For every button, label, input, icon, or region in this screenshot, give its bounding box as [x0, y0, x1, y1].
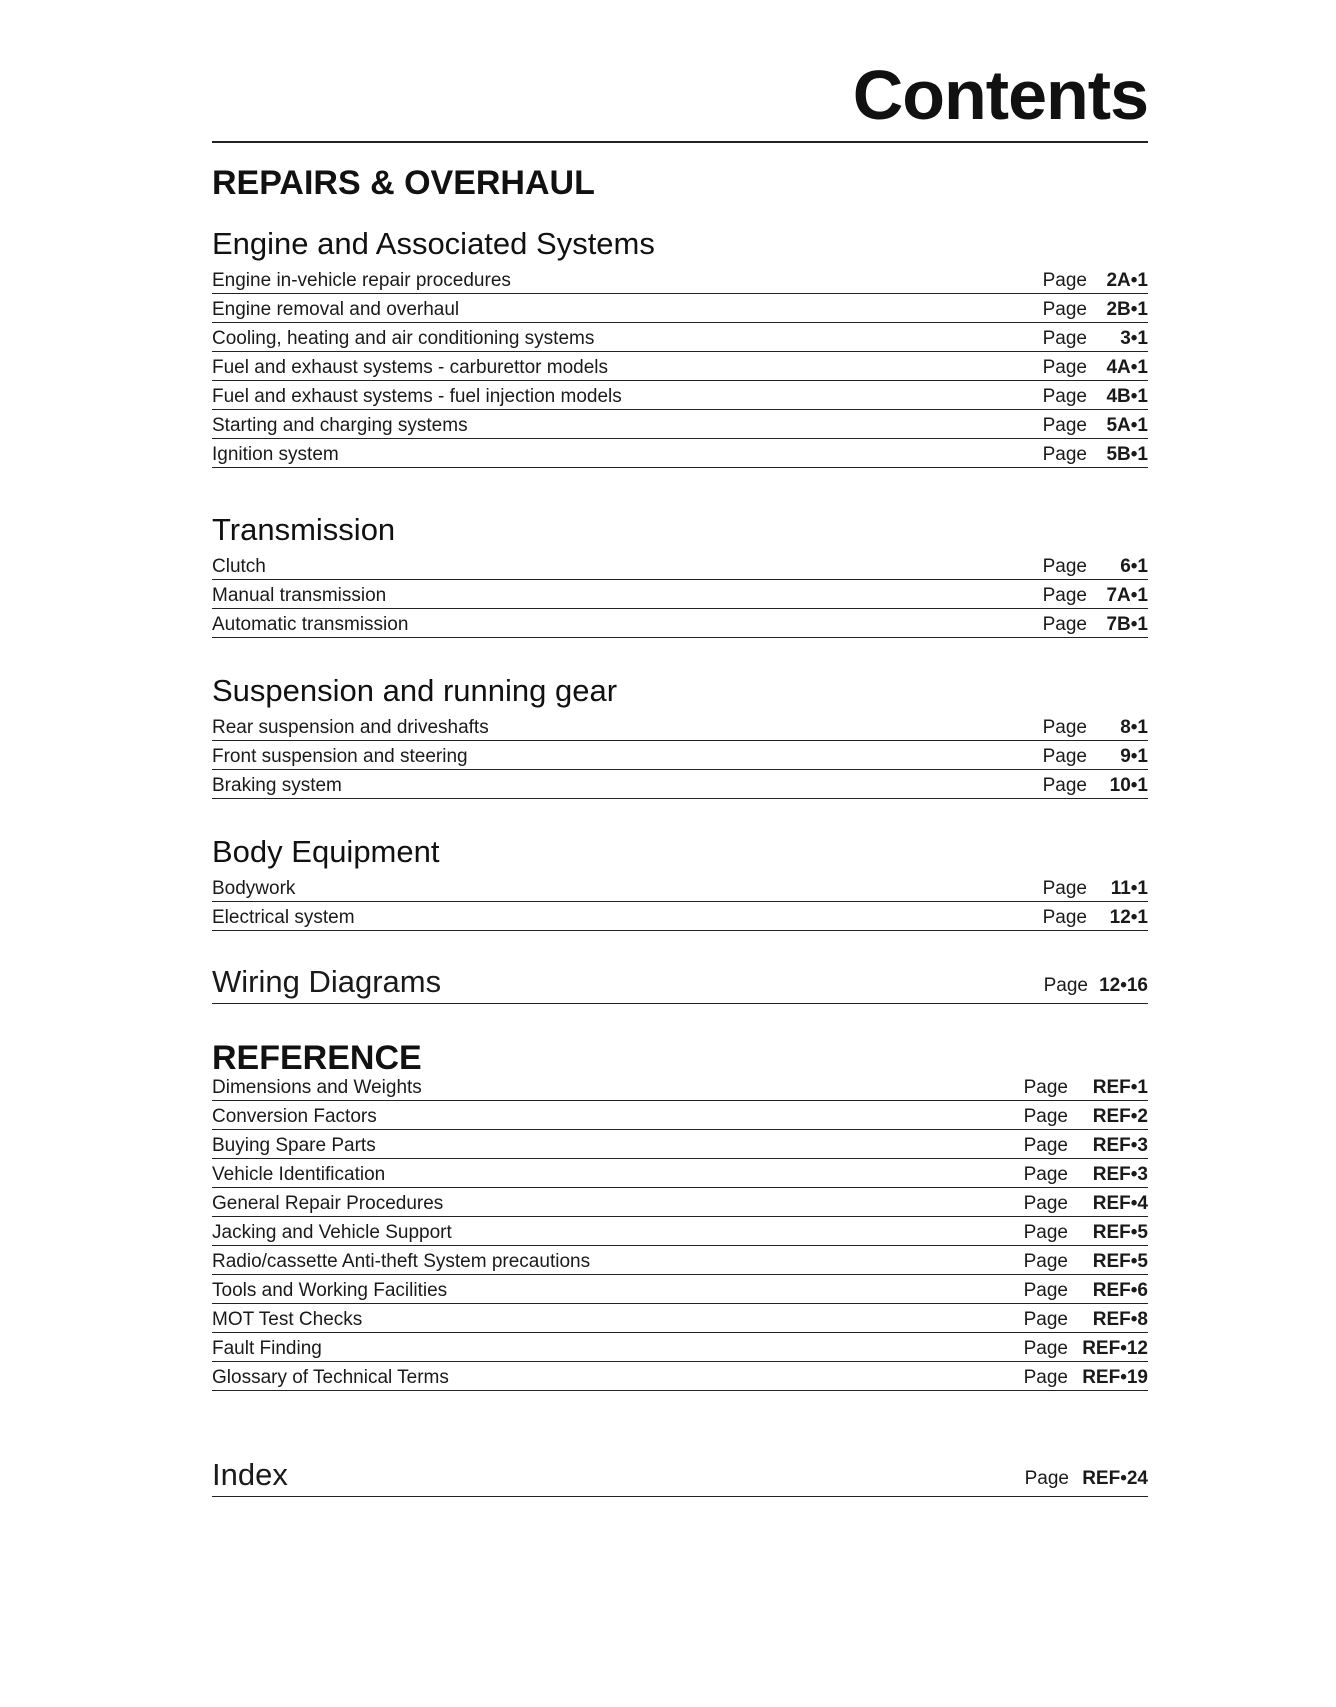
page-number: 6•1 [1120, 556, 1148, 577]
page-word: Page [1042, 270, 1087, 291]
page-number: REF•3 [1092, 1135, 1148, 1156]
toc-label: Jacking and Vehicle Support [212, 1222, 452, 1243]
page-word: Page [1042, 299, 1087, 320]
toc-label: Radio/cassette Anti-theft System precautions [212, 1251, 591, 1272]
page-number: 2A•1 [1106, 270, 1148, 291]
toc-row[interactable] [212, 873, 1148, 902]
toc-row[interactable] [212, 1101, 1148, 1130]
page-word: Page [1023, 1135, 1068, 1156]
toc-label: Vehicle Identification [212, 1164, 386, 1185]
toc-label: Clutch [212, 556, 266, 577]
toc-label: Starting and charging systems [212, 415, 468, 436]
page-number: 5B•1 [1106, 444, 1148, 465]
page-word: Page [1023, 1367, 1068, 1388]
page-word: Page [1023, 1280, 1068, 1301]
toc-row[interactable] [212, 1333, 1148, 1362]
page-word: Page [1023, 1077, 1068, 1098]
toc-label: Manual transmission [212, 585, 387, 606]
toc-row[interactable] [212, 1275, 1148, 1304]
group-title: Engine and Associated Systems [212, 226, 655, 261]
page-number: 5A•1 [1106, 415, 1148, 436]
group-body [212, 836, 1148, 931]
toc-row[interactable] [212, 381, 1148, 410]
toc-label: MOT Test Checks [212, 1309, 363, 1330]
toc-label: Wiring Diagrams [212, 964, 442, 999]
toc-row[interactable] [212, 609, 1148, 638]
toc-label: Automatic transmission [212, 614, 409, 635]
toc-row[interactable] [212, 770, 1148, 799]
toc-row[interactable] [212, 1362, 1148, 1391]
page-number: REF•19 [1082, 1367, 1148, 1388]
page-number: 2B•1 [1106, 299, 1148, 320]
toc-label: Tools and Working Facilities [212, 1280, 448, 1301]
page-number: 8•1 [1120, 717, 1148, 738]
toc-label: Cooling, heating and air conditioning systems [212, 328, 595, 349]
page-word: Page [1042, 415, 1087, 436]
page-word: Page [1042, 386, 1087, 407]
toc-row[interactable] [212, 1304, 1148, 1333]
toc-row[interactable] [212, 265, 1148, 294]
page-word: Page [1042, 907, 1087, 928]
toc-row[interactable] [212, 712, 1148, 741]
page-number: 12•16 [1099, 975, 1148, 996]
page-number: 10•1 [1109, 775, 1148, 796]
toc-row[interactable] [212, 439, 1148, 468]
page-number: REF•4 [1092, 1193, 1148, 1214]
toc-label: Fault Finding [212, 1338, 322, 1359]
group-transmission [212, 514, 1148, 638]
page-number: REF•1 [1092, 1077, 1148, 1098]
toc-label: Index [212, 1457, 288, 1492]
title-divider [212, 141, 1148, 143]
page-number: 7B•1 [1106, 614, 1148, 635]
page-number: REF•12 [1082, 1338, 1148, 1359]
page-word: Page [1042, 878, 1087, 899]
page-number: REF•8 [1092, 1309, 1148, 1330]
page-word: Page [1042, 556, 1087, 577]
page-number: REF•5 [1092, 1222, 1148, 1243]
page-number: 9•1 [1120, 746, 1148, 767]
page-word: Page [1042, 746, 1087, 767]
toc-label: Ignition system [212, 444, 339, 465]
page-word: Page [1023, 1309, 1068, 1330]
toc-label: Electrical system [212, 907, 355, 928]
toc-row[interactable] [212, 1130, 1148, 1159]
toc-row[interactable] [212, 902, 1148, 931]
toc-label: Rear suspension and driveshafts [212, 717, 489, 738]
toc-label: Buying Spare Parts [212, 1135, 376, 1156]
toc-label: Fuel and exhaust systems - fuel injection models [212, 386, 622, 407]
page-number: REF•24 [1082, 1468, 1148, 1489]
page-word: Page [1023, 1106, 1068, 1127]
page-number: REF•6 [1092, 1280, 1148, 1301]
page-word: Page [1042, 444, 1087, 465]
toc-row[interactable] [212, 294, 1148, 323]
toc-row[interactable] [212, 410, 1148, 439]
page-word: Page [1042, 328, 1087, 349]
toc-row[interactable] [212, 1217, 1148, 1246]
page-word: Page [1042, 775, 1087, 796]
toc-row[interactable] [212, 551, 1148, 580]
page-number: REF•3 [1092, 1164, 1148, 1185]
toc-row[interactable] [212, 580, 1148, 609]
group-suspension [212, 675, 1148, 799]
page-word: Page [1043, 975, 1088, 996]
toc-label: Engine removal and overhaul [212, 299, 460, 320]
page-number: 7A•1 [1106, 585, 1148, 606]
toc-row-wiring[interactable] [212, 964, 1148, 1004]
page-word: Page [1023, 1164, 1068, 1185]
page-number: 4B•1 [1106, 386, 1148, 407]
page-word: Page [1023, 1338, 1068, 1359]
toc-label: Braking system [212, 775, 342, 796]
page-word: Page [1042, 717, 1087, 738]
group-title: Suspension and running gear [212, 673, 618, 708]
toc-label: Dimensions and Weights [212, 1077, 422, 1098]
toc-row[interactable] [212, 1159, 1148, 1188]
page-word: Page [1023, 1251, 1068, 1272]
toc-label: Glossary of Technical Terms [212, 1367, 449, 1388]
toc-label: Bodywork [212, 878, 296, 899]
page-number: REF•2 [1092, 1106, 1148, 1127]
toc-row-index[interactable] [212, 1457, 1148, 1497]
page-title: Contents [852, 56, 1148, 134]
group-engine [212, 228, 1148, 468]
toc-row[interactable] [212, 352, 1148, 381]
toc-row[interactable] [212, 1072, 1148, 1101]
toc-row[interactable] [212, 1246, 1148, 1275]
toc-label: Front suspension and steering [212, 746, 468, 767]
toc-label: General Repair Procedures [212, 1193, 444, 1214]
page-number: 12•1 [1109, 907, 1148, 928]
group-title: Transmission [212, 512, 396, 547]
toc-label: Engine in-vehicle repair procedures [212, 270, 511, 291]
page-number: 11•1 [1110, 878, 1148, 899]
toc-row[interactable] [212, 323, 1148, 352]
page-word: Page [1042, 357, 1087, 378]
page-number: 3•1 [1120, 328, 1148, 349]
toc-row[interactable] [212, 741, 1148, 770]
group-title: Body Equipment [212, 834, 440, 869]
page-number: 4A•1 [1106, 357, 1148, 378]
page-word: Page [1023, 1222, 1068, 1243]
section-heading-repairs: REPAIRS & OVERHAUL [212, 164, 595, 202]
section-heading-reference: REFERENCE [212, 1039, 422, 1077]
page-word: Page [1042, 614, 1087, 635]
page-word: Page [1042, 585, 1087, 606]
group-reference [212, 1072, 1148, 1391]
page-word: Page [1023, 1193, 1068, 1214]
toc-label: Fuel and exhaust systems - carburettor models [212, 357, 609, 378]
toc-label: Conversion Factors [212, 1106, 377, 1127]
page-word: Page [1024, 1468, 1069, 1489]
page-number: REF•5 [1092, 1251, 1148, 1272]
toc-row[interactable] [212, 1188, 1148, 1217]
